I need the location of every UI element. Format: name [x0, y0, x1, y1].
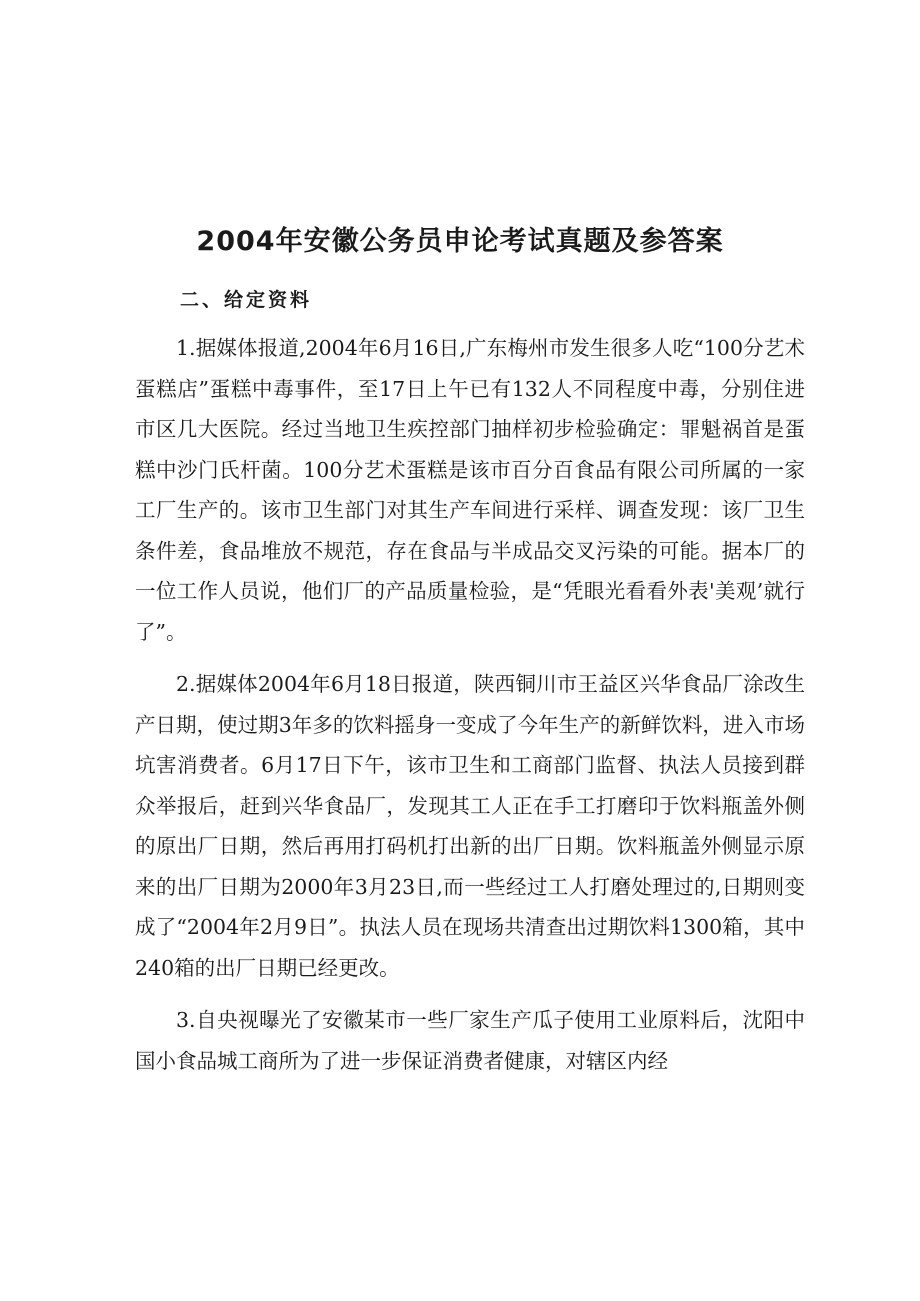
document-title: 2004年安徽公务员申论考试真题及参答案 [196, 226, 724, 257]
paragraph-1: 1.据媒体报道,2004年6月16日,广东梅州市发生很多人吃“100分艺术蛋糕店”蛋糕中毒事件，至17日上午已有132人不同程度中毒，分别住进市区几大医院。经过当地卫生疾控部门抽样初步检验确定：罪魁祸首是蛋糕中沙门氏杆菌。100分艺术蛋糕是该市百分百食品有限公司所属的一家工厂生产的。该市卫生部门对其生产车间进行采样、调查发现：该厂卫生条件差，食品堆放不规范，存在食品与半成品交叉污染的可能。据本厂的一位工作人员说，他们厂的产品质量检验，是“凭眼光看看外表'美观’就行了”。 [135, 336, 805, 644]
section-heading: 二、给定资料 [180, 289, 313, 311]
paragraph-3: 3.自央视曝光了安徽某市一些厂家生产瓜子使用工业原料后，沈阳中国小食品城工商所为了进一步保证消费者健康，对辖区内经 [135, 1008, 805, 1073]
paragraph-2: 2.据媒体2004年6月18日报道，陕西铜川市王益区兴华食品厂涂改生产日期，使过期3年多的饮料摇身一变成了今年生产的新鲜饮料，进入市场坑害消费者。6月17日下午，该市卫生和工商部门监督、执法人员接到群众举报后，赶到兴华食品厂，发现其工人正在手工打磨印于饮料瓶盖外侧的原出厂日期，然后再用打码机打出新的出厂日期。饮料瓶盖外侧显示原来的出厂日期为2000年3月23日,而一些经过工人打磨处理过的,日期则变成了“2004年2月9日”。执法人员在现场共清查出过期饮料1300箱，其中240箱的出厂日期已经更改。 [135, 672, 805, 980]
document-body [135, 328, 805, 1093]
